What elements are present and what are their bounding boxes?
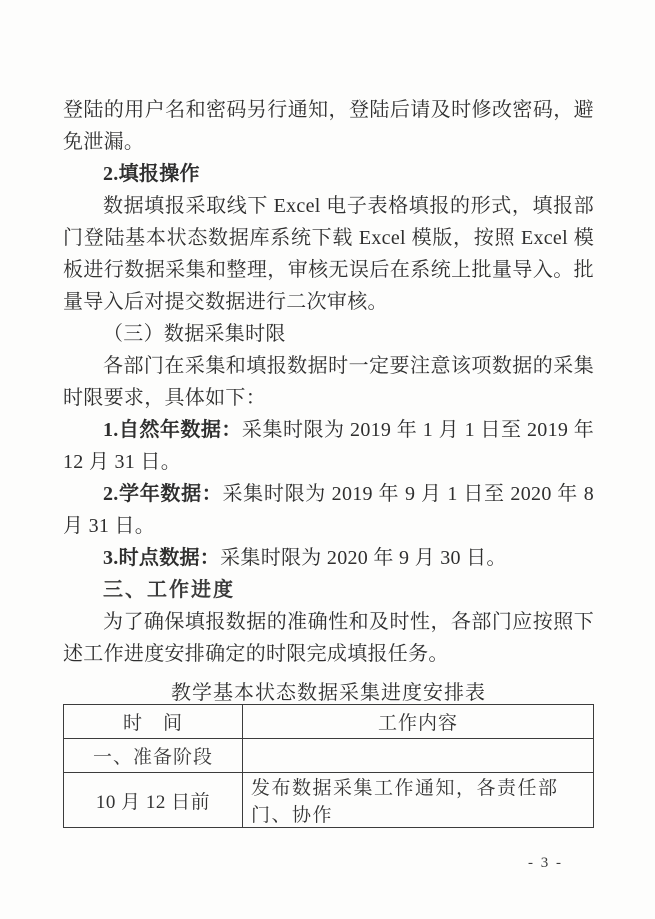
schedule-table xyxy=(63,704,594,828)
list-item-lead: 3.时点数据： xyxy=(103,547,221,569)
table-title: 教学基本状态数据采集进度安排表 xyxy=(171,682,486,704)
table-cell-time: 10 月 12 日前 xyxy=(64,773,243,828)
paragraph-deadline-intro: 各部门在采集和填报数据时一定要注意该项数据的采集时限要求，具体如下： xyxy=(63,355,594,409)
list-item-text: 采集时限为 2020 年 9 月 30 日。 xyxy=(220,547,507,569)
table-header-row xyxy=(64,705,594,739)
page-number: - 3 - xyxy=(528,855,563,871)
list-item-lead: 1.自然年数据： xyxy=(103,419,242,441)
list-item-text: 采集时限为 2019 年 1 月 1 日至 2019 年 12 月 31 日。 xyxy=(63,419,594,473)
list-item-text: 采集时限为 2019 年 9 月 1 日至 2020 年 8 月 31 日。 xyxy=(63,483,595,537)
table-row xyxy=(64,773,594,828)
list-item-point-in-time-data xyxy=(63,542,594,574)
table-section-preparation-phase: 一、准备阶段 xyxy=(64,739,243,773)
paragraph-progress-intro: 为了确保填报数据的准确性和及时性，各部门应按照下述工作进度安排确定的时限完成填报任务。 xyxy=(63,611,594,665)
paragraph-excel-process: 数据填报采取线下 Excel 电子表格填报的形式，填报部门登陆基本状态数据库系统下载 Excel 模版，按照 Excel 模板进行数据采集和整理，审核无误后在系统上批量导入。批量导入后对提交数据进行二次审核。 xyxy=(63,195,594,313)
document-body xyxy=(63,94,594,670)
list-item-lead: 2.学年数据： xyxy=(103,483,223,505)
paragraph-continuation: 登陆的用户名和密码另行通知，登陆后请及时修改密码，避免泄漏。 xyxy=(63,99,594,153)
list-item-natural-year-data xyxy=(63,414,594,478)
table-cell-content: 发布数据采集工作通知，各责任部门、协作 xyxy=(243,773,594,828)
list-item-school-year-data xyxy=(63,478,594,542)
table-cell-empty xyxy=(243,739,594,773)
heading-data-collection-deadline: （三）数据采集时限 xyxy=(103,323,286,345)
table-section-row xyxy=(64,739,594,773)
table-header-work-content: 工作内容 xyxy=(243,705,594,739)
table-header-time: 时 间 xyxy=(64,705,243,739)
heading-fill-report-operation: 2.填报操作 xyxy=(103,163,200,185)
heading-work-progress: 三、工作进度 xyxy=(103,579,235,601)
